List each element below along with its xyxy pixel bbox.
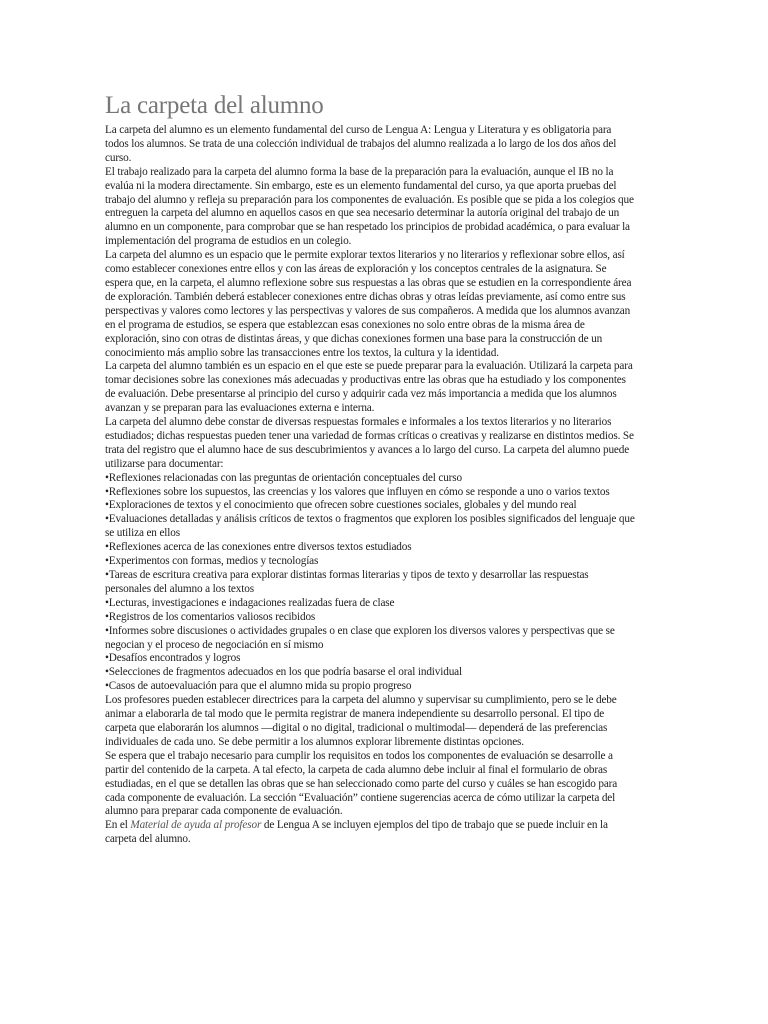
list-item: • Evaluaciones detalladas y análisis críticos de textos o fragmentos que exploren los posibles significados del lenguaje que se utiliza en ellos bbox=[105, 513, 635, 541]
list-item: • Desafíos encontrados y logros bbox=[105, 652, 635, 666]
teacher-material-reference: Material de ayuda al profesor bbox=[130, 819, 262, 832]
list-item: • Exploraciones de textos y el conocimiento que ofrecen sobre cuestiones sociales, globales y del mundo real bbox=[105, 499, 635, 513]
paragraph: La carpeta del alumno debe constar de diversas respuestas formales e informales a los textos literarios y no literarios estudiados; dichas respuestas pueden tener una variedad de formas críticas o creativas y realizarse en distintos medios. Se trata del registro que el alumno hace de sus descubrimientos y avances a lo largo del curso. La carpeta del alumno puede utilizarse para documentar: bbox=[105, 416, 634, 470]
paragraph: Se espera que el trabajo necesario para cumplir los requisitos en todos los componentes de evaluación se desarrolle a partir del contenido de la carpeta. A tal efecto, la carpeta de cada alumno debe incluir al final el formulario de obras estudiadas, en el que se detallen las obras que se han seleccionado como parte del curso y cuáles se han escogido para cada componente de evaluación. La sección “Evaluación” contiene sugerencias acerca de cómo utilizar la carpeta del alumno para preparar cada componente de evaluación. bbox=[105, 749, 618, 818]
paragraph: La carpeta del alumno es un elemento fundamental del curso de Lengua A: Lengua y Literatura y es obligatoria para todos los alumnos. Se trata de una colección individual de trabajos del alumno realizada a lo largo de los dos años del curso. bbox=[105, 124, 617, 164]
list-item: • Reflexiones sobre los supuestos, las creencias y los valores que influyen en cómo se responde a uno o varios textos bbox=[105, 486, 635, 500]
paragraph: Los profesores pueden establecer directrices para la carpeta del alumno y supervisar su cumplimiento, pero se le debe animar a elaborarla de tal modo que le permita registrar de manera independiente su desarrollo personal. El tipo de carpeta que elaborarán los alumnos —digital o no digital, tradicional o multimodal— dependerá de las preferencias individuales de cada uno. Se debe permitir a los alumnos explorar libremente distintas opciones. bbox=[105, 694, 617, 748]
paragraph: La carpeta del alumno también es un espacio en el que este se puede preparar para la evaluación. Utilizará la carpeta para tomar decisiones sobre las conexiones más adecuadas y productivas entre las obras que ha estudiado y los componentes de evaluación. Debe presentarse al principio del curso y adquirir cada vez más importancia a medida que los alumnos avanzan y se preparan para las evaluaciones externa e interna. bbox=[105, 360, 633, 415]
paragraph: La carpeta del alumno es un espacio que le permite explorar textos literarios y no literarios y reflexionar sobre ellos, así como establecer conexiones entre ellos y con las áreas de exploración y los conceptos centrales de la asignatura. Se espera que, en la carpeta, el alumno reflexione sobre sus respuestas a las obras que se estudien en la correspondiente área de exploración. También deberá establecer conexiones entre dichas obras y otras leídas previamente, así como entre sus perspectivas y valores como lectores y las perspectivas y valores de sus compañeros. A medida que los alumnos avanzan en el programa de estudios, se espera que establezcan esas conexiones no solo entre obras de la misma área de exploración, sino con otras de distintas áreas, y que dichas conexiones formen una base para la construcción de un conocimiento más amplio sobre las transacciones entre los textos, la cultura y la identidad. bbox=[105, 249, 632, 359]
list-item: • Registros de los comentarios valiosos recibidos bbox=[105, 611, 635, 625]
closing-paragraph bbox=[105, 819, 635, 847]
list-item: • Reflexiones relacionadas con las preguntas de orientación conceptuales del curso bbox=[105, 472, 635, 486]
list-item: • Lecturas, investigaciones e indagaciones realizadas fuera de clase bbox=[105, 597, 635, 611]
list-item: • Informes sobre discusiones o actividades grupales o en clase que exploren los diversos valores y perspectivas que se negocian y el proceso de negociación en sí mismo bbox=[105, 625, 635, 653]
document-page bbox=[105, 92, 635, 847]
list-item: • Tareas de escritura creativa para explorar distintas formas literarias y tipos de texto y desarrollar las respuestas personales del alumno a los textos bbox=[105, 569, 635, 597]
list-item: • Reflexiones acerca de las conexiones entre diversos textos estudiados bbox=[105, 541, 635, 555]
paragraph: El trabajo realizado para la carpeta del alumno forma la base de la preparación para la evaluación, aunque el IB no la evalúa ni la modera directamente. Sin embargo, este es un elemento fundamental del curso, ya que aporta pruebas del trabajo del alumno y refleja su preparación para los componentes de evaluación. Es posible que se pida a los colegios que entreguen la carpeta del alumno en aquellos casos en que sea necesario determinar la autoría original del trabajo de un alumno en un componente, para comprobar que se han respetado los principios de probidad académica, o para evaluar la implementación del programa de estudios en un colegio. bbox=[105, 165, 634, 248]
list-item: • Experimentos con formas, medios y tecnologías bbox=[105, 555, 635, 569]
list-item: • Casos de autoevaluación para que el alumno mida su propio progreso bbox=[105, 680, 635, 694]
text-span: En el bbox=[105, 819, 131, 832]
text-span: de Lengua A se incluyen ejemplos del tipo de trabajo que se puede incluir en la carpeta del alumno. bbox=[105, 819, 608, 846]
bullet-list bbox=[105, 472, 635, 695]
page-title: La carpeta del alumno bbox=[105, 92, 324, 119]
list-item: • Selecciones de fragmentos adecuados en los que podría basarse el oral individual bbox=[105, 666, 635, 680]
